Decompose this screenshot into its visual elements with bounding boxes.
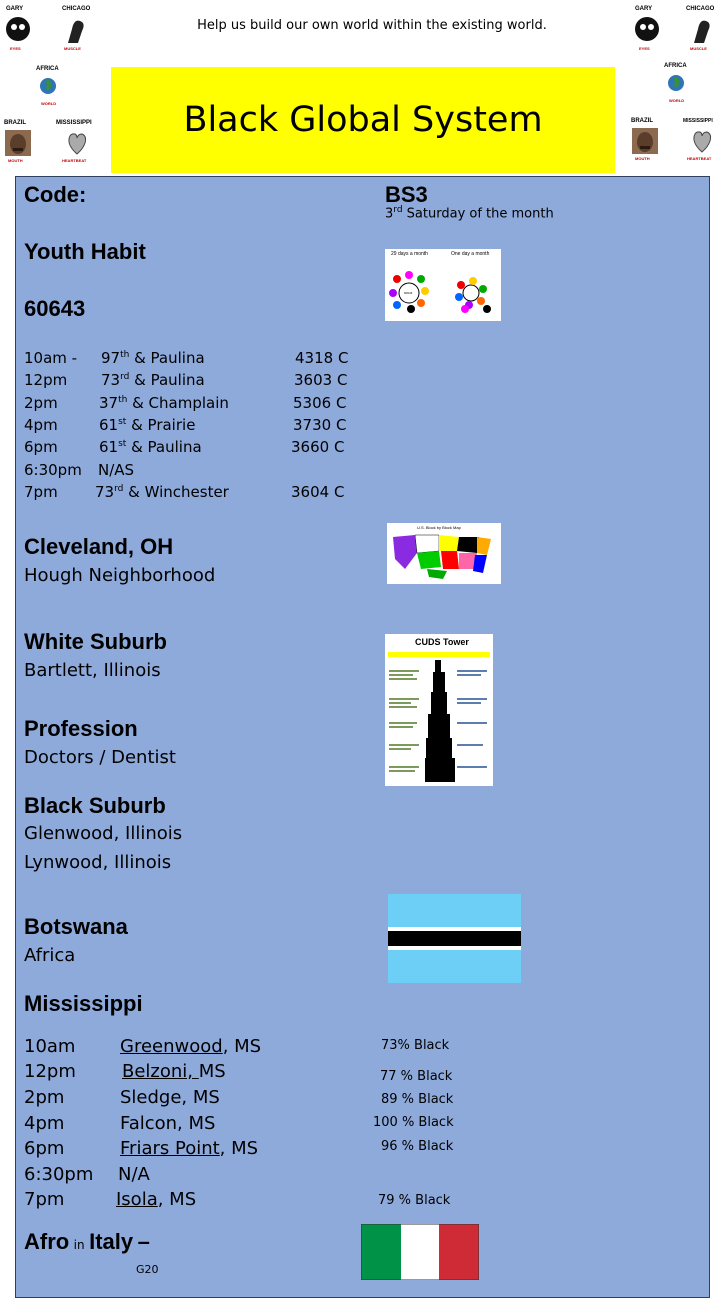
muscle-arm-icon — [64, 15, 88, 45]
intersection: 61st & Prairie — [99, 416, 196, 434]
africa-thumb — [34, 66, 84, 118]
code: 3730 C — [293, 416, 347, 434]
time: 4pm — [24, 416, 58, 434]
cuds-header-bar — [388, 652, 490, 657]
profession-sub: Doctors / Dentist — [24, 747, 176, 768]
chicago-thumb — [58, 6, 108, 58]
intersection: 73rd & Winchester — [95, 483, 229, 501]
town: Sledge, MS — [120, 1087, 220, 1108]
tower-chart-icon — [385, 660, 493, 784]
time: 6pm — [24, 1138, 65, 1159]
thumb-caption: EYES — [10, 46, 21, 51]
black-suburb-sub1: Glenwood, Illinois — [24, 823, 183, 844]
time: 10am - — [24, 349, 78, 367]
italy-sub: G20 — [136, 1263, 159, 1276]
page-title: Black Global System — [183, 100, 543, 140]
face-portrait-icon — [632, 128, 658, 154]
time: 4pm — [24, 1113, 65, 1134]
thumb-label: AFRICA — [664, 63, 687, 69]
thumb-label: CHICAGO — [62, 6, 91, 12]
gary-thumb-right — [631, 6, 681, 58]
percent: 96 % Black — [381, 1139, 454, 1154]
thumb-caption: MUSCLE — [64, 46, 81, 51]
globe-icon — [39, 76, 57, 96]
intersection: 61st & Paulina — [99, 438, 202, 456]
thumb-caption: HEARTBEAT — [687, 156, 712, 161]
intersection: 73rd & Paulina — [101, 371, 205, 389]
town: Friars Point, MS — [120, 1138, 259, 1159]
black-suburb-heading: Black Suburb — [24, 793, 166, 818]
botswana-sub: Africa — [24, 945, 76, 966]
africa-thumb-right — [662, 63, 712, 115]
eye-face-icon — [4, 15, 32, 43]
code: 3604 C — [291, 483, 345, 501]
mississippi-heading: Mississippi — [24, 991, 143, 1016]
percent: 100 % Black — [373, 1115, 454, 1130]
circles-diagram-icon — [385, 257, 501, 321]
town: N/A — [118, 1164, 150, 1185]
thumb-label: MISSISSIPPI — [56, 120, 92, 126]
face-portrait-icon — [5, 130, 31, 156]
cuds-title: CUDS Tower — [415, 637, 469, 647]
diagram-center-label: 60643 — [404, 291, 413, 295]
mississippi-thumb-right — [683, 118, 720, 170]
youth-habit-diagram — [385, 249, 501, 321]
time: 12pm — [24, 371, 68, 389]
thumb-label: BRAZIL — [631, 118, 653, 124]
time: 7pm — [24, 483, 58, 501]
globe-icon — [667, 73, 685, 93]
us-map-image — [387, 523, 501, 584]
botswana-heading: Botswana — [24, 914, 128, 939]
thumb-caption: MUSCLE — [690, 46, 707, 51]
time: 6:30pm — [24, 461, 82, 479]
thumb-caption: WORLD — [669, 98, 685, 103]
profession-heading: Profession — [24, 716, 138, 741]
thumb-caption: EYES — [639, 46, 650, 51]
botswana-flag-icon — [388, 894, 521, 983]
time: 6pm — [24, 438, 58, 456]
thumb-caption: MOUTH — [635, 156, 650, 161]
gary-thumb — [2, 6, 52, 58]
time: 12pm — [24, 1061, 76, 1082]
thumb-label: MISSISSIPPI — [683, 118, 713, 124]
time: 10am — [24, 1036, 76, 1057]
town: Belzoni, MS — [122, 1061, 226, 1082]
mississippi-thumb — [56, 120, 106, 172]
map-title: U.S. Block by Block Map — [417, 525, 461, 530]
code: 5306 C — [293, 394, 347, 412]
time: 2pm — [24, 1087, 65, 1108]
brazil-thumb — [3, 120, 53, 172]
chicago-thumb-right — [684, 6, 720, 58]
us-map-icon — [387, 529, 501, 584]
white-suburb-sub: Bartlett, Illinois — [24, 660, 161, 681]
italy-heading: Afro in Italy – — [24, 1229, 150, 1254]
heart-organ-icon — [691, 128, 713, 154]
thumb-caption: MOUTH — [8, 158, 23, 163]
code-value: BS3 — [385, 182, 428, 207]
zip-heading: 60643 — [24, 296, 86, 321]
heart-organ-icon — [66, 130, 88, 156]
code-schedule: 3rd Saturday of the month — [385, 205, 554, 222]
tagline: Help us build our own world within the existing world. — [197, 18, 547, 33]
thumb-label: GARY — [6, 6, 24, 12]
italy-flag-icon — [361, 1224, 479, 1280]
code: 3603 C — [294, 371, 348, 389]
thumb-label: CHICAGO — [686, 6, 715, 12]
time: 2pm — [24, 394, 58, 412]
thumb-caption: HEARTBEAT — [62, 158, 87, 163]
intersection: 37th & Champlain — [99, 394, 229, 412]
code-label: Code: — [24, 182, 87, 207]
thumb-label: AFRICA — [36, 66, 59, 72]
thumb-label: GARY — [635, 6, 653, 12]
intersection: 97th & Paulina — [101, 349, 205, 367]
thumb-label: BRAZIL — [4, 120, 26, 126]
thumb-caption: WORLD — [41, 101, 57, 106]
town: Falcon, MS — [120, 1113, 216, 1134]
percent: 89 % Black — [381, 1092, 454, 1107]
black-suburb-sub2: Lynwood, Illinois — [24, 852, 172, 873]
code: 4318 C — [295, 349, 349, 367]
percent: 73% Black — [381, 1038, 450, 1053]
town: Greenwood, MS — [120, 1036, 262, 1057]
diagram-caption-left: 29 days a month — [391, 251, 428, 257]
title-banner — [111, 67, 615, 173]
time: 7pm — [24, 1189, 65, 1210]
eye-face-icon — [633, 15, 661, 43]
diagram-caption-right: One day a month — [451, 251, 490, 257]
percent: 77 % Black — [380, 1069, 453, 1084]
town: Isola, MS — [116, 1189, 197, 1210]
muscle-arm-icon — [690, 15, 714, 45]
time: 6:30pm — [24, 1164, 94, 1185]
percent: 79 % Black — [378, 1193, 451, 1208]
code: 3660 C — [291, 438, 345, 456]
cleveland-sub: Hough Neighborhood — [24, 565, 216, 586]
youth-habit-heading: Youth Habit — [24, 239, 146, 264]
intersection: N/AS — [98, 461, 135, 479]
cleveland-heading: Cleveland, OH — [24, 534, 174, 559]
cuds-tower-image — [385, 634, 493, 786]
white-suburb-heading: White Suburb — [24, 629, 167, 654]
brazil-thumb-right — [630, 118, 680, 170]
